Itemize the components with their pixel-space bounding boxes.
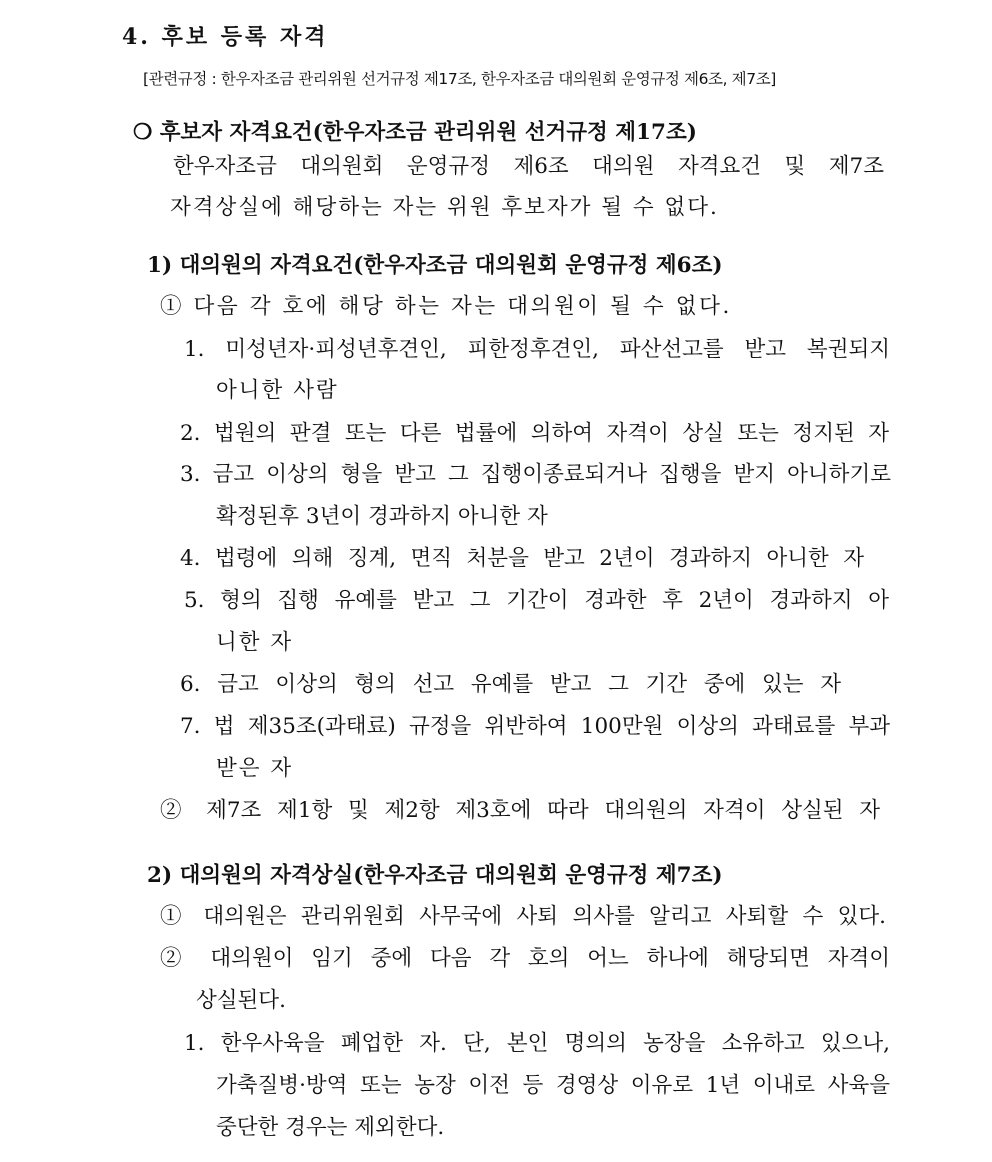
part1-item-1-line-2: 아니한 사람	[216, 378, 339, 403]
part1-item-2: 2. 법원의 판결 또는 다른 법률에 의하여 자격이 상실 또는 정지된 자	[180, 421, 889, 446]
part2-item-1-line-1: 1. 한우사육을 폐업한 자. 단, 본인 명의의 농장을 소유하고 있으나,	[184, 1031, 890, 1056]
part1-item-5-line-1: 5. 형의 집행 유예를 받고 그 기간이 경과한 후 2년이 경과하지 아	[184, 588, 889, 613]
part1-item-5-line-2: 니한 자	[216, 630, 294, 655]
section-title: 4. 후보 등록 자격	[122, 24, 329, 50]
part1-clause-1: ① 다음 각 호에 해당 하는 자는 대의원이 될 수 없다.	[160, 294, 732, 319]
part1-item-1-line-1: 1. 미성년자·피성년후견인, 피한정후견인, 파산선고를 받고 복권되지	[184, 337, 890, 362]
part1-item-7-line-1: 7. 법 제35조(과태료) 규정을 위반하여 100만원 이상의 과태료를 부과	[180, 714, 890, 739]
candidate-body-line-1: 한우자조금 대의원회 운영규정 제6조 대의원 자격요건 및 제7조	[173, 154, 884, 179]
part2-clause-1: ① 대의원은 관리위원회 사무국에 사퇴 의사를 알리고 사퇴할 수 있다.	[160, 904, 886, 929]
part2-clause-2-line-1: ② 대의원이 임기 중에 다음 각 호의 어느 하나에 해당되면 자격이	[160, 946, 890, 971]
part1-item-3-line-1: 3. 금고 이상의 형을 받고 그 집행이종료되거나 집행을 받지 아니하기로	[180, 462, 891, 487]
part2-item-1-line-3: 중단한 경우는 제외한다.	[216, 1115, 445, 1140]
part1-heading: 1) 대의원의 자격요건(한우자조금 대의원회 운영규정 제6조)	[147, 253, 723, 278]
part1-item-6: 6. 금고 이상의 형의 선고 유예를 받고 그 기간 중에 있는 자	[180, 672, 841, 697]
part1-item-4: 4. 법령에 의해 징계, 면직 처분을 받고 2년이 경과하지 아니한 자	[180, 546, 864, 571]
part1-item-3-line-2: 확정된후 3년이 경과하지 아니한 자	[216, 504, 548, 529]
part2-clause-2-line-2: 상실된다.	[196, 988, 286, 1013]
part1-item-7-line-2: 받은 자	[216, 756, 294, 781]
candidate-heading: ❍ 후보자 자격요건(한우자조금 관리위원 선거규정 제17조)	[133, 120, 697, 145]
reference-note: [관련규정 : 한우자조금 관리위원 선거규정 제17조, 한우자조금 대의원회 운영규정 제6조, 제7조]	[143, 70, 776, 88]
candidate-body-line-2: 자격상실에 해당하는 자는 위원 후보자가 될 수 없다.	[170, 195, 719, 220]
part1-clause-2: ② 제7조 제1항 및 제2항 제3호에 따라 대의원의 자격이 상실된 자	[160, 798, 880, 823]
part2-heading: 2) 대의원의 자격상실(한우자조금 대의원회 운영규정 제7조)	[147, 863, 723, 888]
part2-item-1-line-2: 가축질병·방역 또는 농장 이전 등 경영상 이유로 1년 이내로 사육을	[216, 1073, 890, 1098]
